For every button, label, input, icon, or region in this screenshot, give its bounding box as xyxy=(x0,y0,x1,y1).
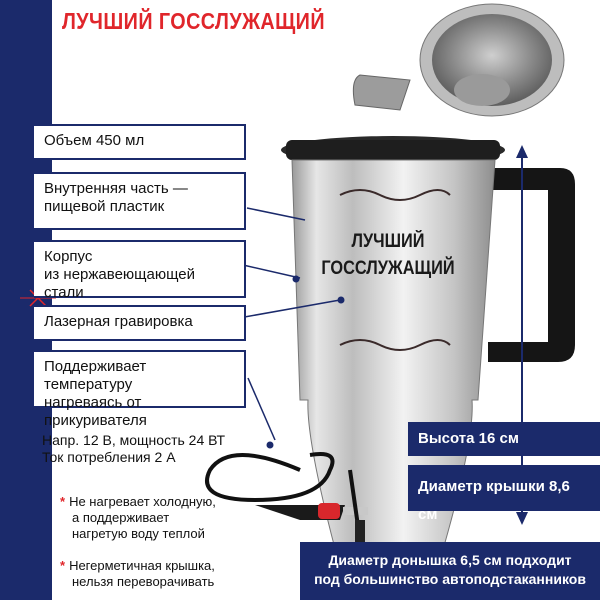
feature-temp-line-2: нагреваясь от прикуривателя xyxy=(44,394,147,429)
page-title: ЛУЧШИЙ ГОССЛУЖАЩИЙ xyxy=(62,8,325,34)
feature-body xyxy=(34,240,246,301)
feature-laser-text: Лазерная гравировка xyxy=(44,313,193,330)
note-cold-water xyxy=(60,494,220,542)
dimension-bottom-line-2: под большинство автоподстаканников xyxy=(314,571,586,587)
feature-laser xyxy=(34,305,246,341)
feature-body-line-2: из нержавеющающей стали xyxy=(44,266,195,301)
note-2-line-1: Негерметичная крышка, xyxy=(69,558,215,573)
mug-engraving xyxy=(319,228,457,282)
asterisk-icon: * xyxy=(60,558,66,573)
dimension-height: Высота 16 см xyxy=(408,422,600,456)
engraving-line-1: ЛУЧШИЙ xyxy=(351,231,425,252)
specs-line-1: Напр. 12 В, мощность 24 ВТ xyxy=(42,432,226,448)
feature-inner-line-2: пищевой пластик xyxy=(44,198,165,215)
note-1-line-3: нагретую воду теплой xyxy=(72,526,205,541)
feature-temp xyxy=(34,350,246,429)
specs xyxy=(42,432,252,466)
dimension-lid: Диаметр крышки 8,6 см xyxy=(408,465,600,511)
dimension-bottom-line-1: Диаметр донышка 6,5 см подходит xyxy=(328,552,572,568)
feature-body-line-1: Корпус xyxy=(44,248,93,265)
feature-inner xyxy=(34,172,246,230)
feature-volume-text: Объем 450 мл xyxy=(44,132,145,149)
note-2-line-2: нельзя переворачивать xyxy=(72,574,215,589)
dimension-bottom xyxy=(300,542,600,600)
feature-volume xyxy=(34,124,246,160)
feature-inner-line-1: Внутренняя часть — xyxy=(44,180,188,197)
note-1-line-2: а поддерживает xyxy=(72,510,170,525)
engraving-line-2: ГОССЛУЖАЩИЙ xyxy=(321,258,455,279)
note-1-line-1: Не нагревает холодную, xyxy=(69,494,216,509)
feature-temp-line-1: Поддерживает температуру xyxy=(44,358,147,393)
note-lid xyxy=(60,558,230,590)
asterisk-icon: * xyxy=(60,494,66,509)
specs-line-2: Ток потребления 2 А xyxy=(42,449,176,465)
